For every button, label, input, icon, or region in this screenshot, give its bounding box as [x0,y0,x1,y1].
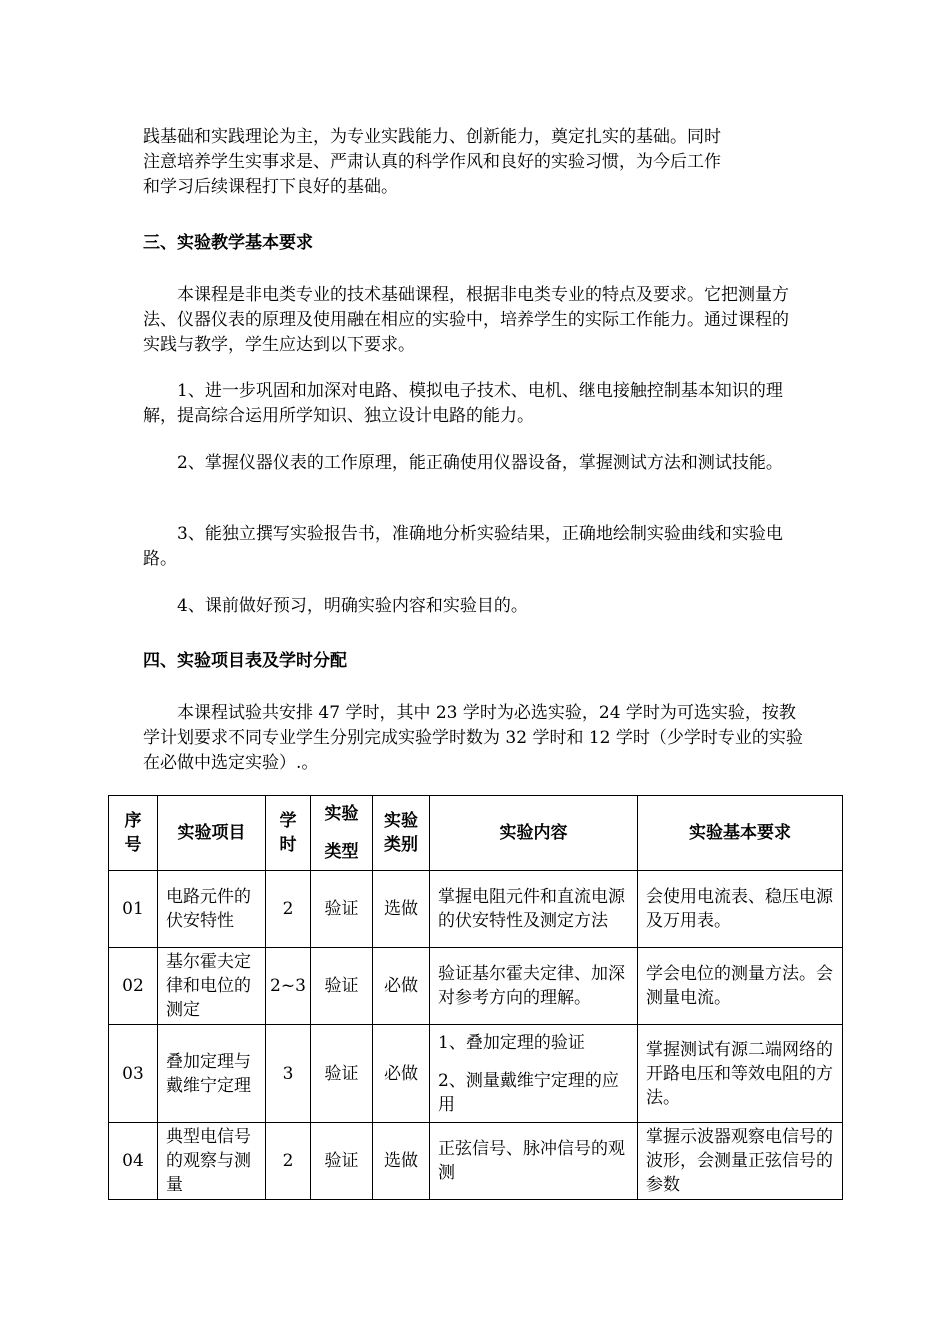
cell-project: 典型电信号的观察与测量 [158,1123,266,1200]
content-line-2: 2、测量戴维宁定理的应用 [438,1070,619,1115]
cell-content: 正弦信号、脉冲信号的观测 [430,1123,638,1200]
cell-requirement: 掌握测试有源二端网络的开路电压和等效电阻的方法。 [638,1025,843,1123]
cell-category: 选做 [373,1123,430,1200]
cell-category: 选做 [373,871,430,948]
cell-type: 验证 [311,871,373,948]
cell-category: 必做 [373,948,430,1025]
intro-line-1: 践基础和实践理论为主，为专业实践能力、创新能力，奠定扎实的基础。同时 [143,127,721,147]
cell-content: 验证基尔霍夫定律、加深对参考方向的理解。 [430,948,638,1025]
cell-type: 验证 [311,1025,373,1123]
table-row [109,948,843,1025]
cell-project: 电路元件的伏安特性 [158,871,266,948]
cell-project: 叠加定理与戴维宁定理 [158,1025,266,1123]
intro-line-3: 和学习后续课程打下良好的基础。 [143,177,398,197]
header-project: 实验项目 [158,796,266,871]
cell-requirement: 会使用电流表、稳压电源及万用表。 [638,871,843,948]
cell-content: 掌握电阻元件和直流电源的伏安特性及测定方法 [430,871,638,948]
header-seq: 序 号 [109,796,158,871]
cell-seq: 04 [109,1123,158,1200]
header-hours: 学 时 [266,796,311,871]
cell-seq: 01 [109,871,158,948]
section-4-paragraph: 本课程试验共安排 47 学时，其中 23 学时为必选实验，24 学时为可选实验，按教学计划要求不同专业学生分别完成实验学时数为 32 学时和 12 学时（少学时专业的实验在必做中选定实验）.。 [143,703,803,773]
intro-line-2: 注意培养学生实事求是、严肃认真的科学作风和良好的实验习惯，为今后工作 [143,152,721,172]
cell-content [430,1025,638,1123]
cell-hours: 2 [266,871,311,948]
cell-type: 验证 [311,1123,373,1200]
section-3-heading: 三、实验教学基本要求 [143,233,313,253]
section-3-paragraph: 本课程是非电类专业的技术基础课程，根据非电类专业的特点及要求。它把测量方法、仪器仪表的原理及使用融在相应的实验中，培养学生的实际工作能力。通过课程的实践与教学，学生应达到以下要求。 [143,285,789,355]
cell-seq: 02 [109,948,158,1025]
table-row [109,871,843,948]
cell-type: 验证 [311,948,373,1025]
header-type: 实验 类型 [311,796,373,871]
header-category: 实验 类别 [373,796,430,871]
cell-seq: 03 [109,1025,158,1123]
cell-category: 必做 [373,1025,430,1123]
table-row [109,1025,843,1123]
content-line-1: 1、叠加定理的验证 [438,1032,585,1053]
cell-hours: 2 [266,1123,311,1200]
requirement-item-3: 3、能独立撰写实验报告书，准确地分析实验结果，正确地绘制实验曲线和实验电路。 [143,524,783,569]
cell-hours: 2~3 [266,948,311,1025]
cell-project: 基尔霍夫定律和电位的测定 [158,948,266,1025]
cell-requirement: 掌握示波器观察电信号的波形，会测量正弦信号的参数 [638,1123,843,1200]
section-4-heading: 四、实验项目表及学时分配 [143,651,347,671]
requirement-item-2: 2、掌握仪器仪表的工作原理，能正确使用仪器设备，掌握测试方法和测试技能。 [177,453,783,473]
table-header-row [109,796,843,871]
requirement-item-4: 4、课前做好预习，明确实验内容和实验目的。 [177,596,528,616]
cell-requirement: 学会电位的测量方法。会测量电流。 [638,948,843,1025]
intro-paragraph [143,125,803,200]
header-content: 实验内容 [430,796,638,871]
header-requirement: 实验基本要求 [638,796,843,871]
cell-hours: 3 [266,1025,311,1123]
table-row [109,1123,843,1200]
experiment-table [108,795,843,1200]
requirement-item-1: 1、进一步巩固和加深对电路、模拟电子技术、电机、继电接触控制基本知识的理解，提高综合运用所学知识、独立设计电路的能力。 [143,381,783,426]
